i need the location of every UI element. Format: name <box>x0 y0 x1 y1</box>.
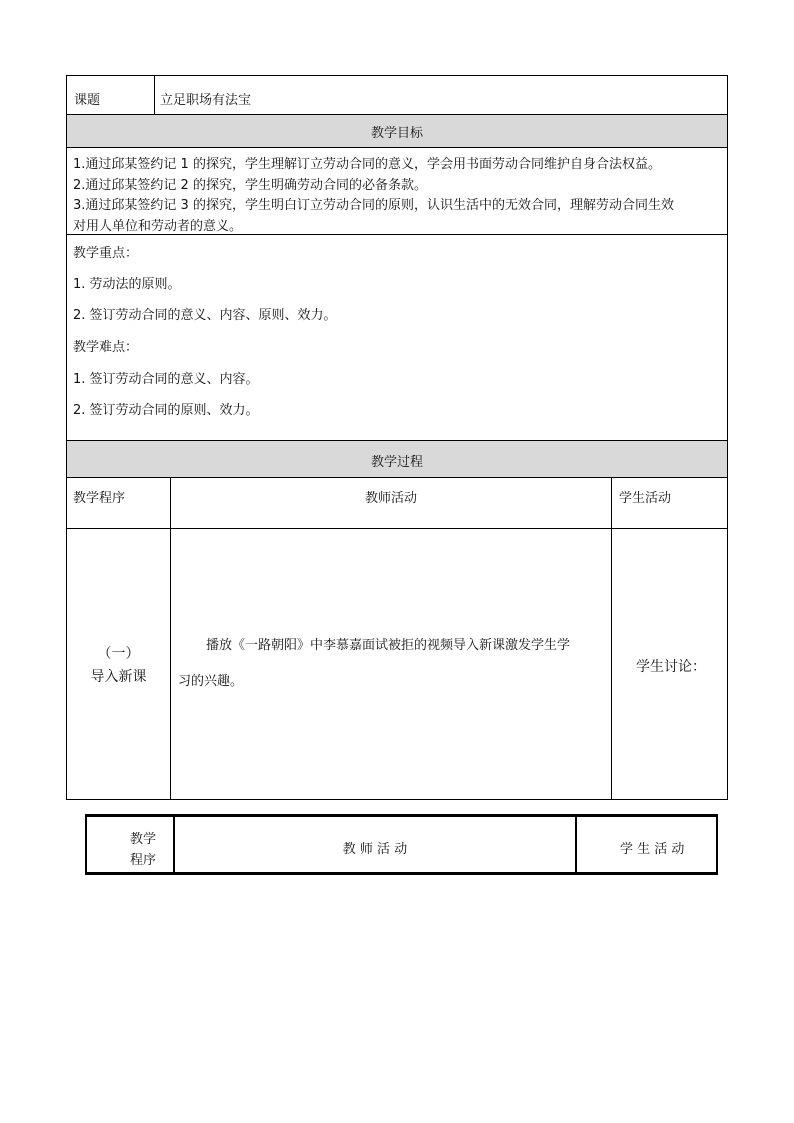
row-divider <box>66 234 728 235</box>
step-number: （一） <box>97 646 140 662</box>
topic-label: 课题 <box>74 93 101 108</box>
topic-title: 立足职场有法宝 <box>160 93 252 108</box>
difficulties-heading: 教学难点： <box>73 340 139 355</box>
row-divider <box>66 477 728 478</box>
student-activity-header: 学 生 活 动 <box>620 842 685 857</box>
key-point-1: 1. 劳动法的原则。 <box>73 277 181 292</box>
objective-line-4: 对用人单位和劳动者的意义。 <box>73 219 243 234</box>
step-name: 导入新课 <box>90 669 147 685</box>
teacher-activity-line-2: 习的兴趣。 <box>178 674 244 689</box>
objective-line-2: 2.通过邱某签约记 2 的探究，学生明确劳动合同的必备条款。 <box>73 178 427 193</box>
teacher-activity-line-1: 播放《一路朝阳》中李慕嘉面试被拒的视频导入新课激发学生学 <box>206 638 571 653</box>
process-heading: 教学过程 <box>370 455 423 470</box>
row-divider <box>66 528 728 529</box>
objectives-heading: 教学目标 <box>370 126 423 141</box>
column-divider <box>611 477 612 800</box>
student-activity: 学生讨论： <box>636 659 706 675</box>
difficulty-1: 1. 签订劳动合同的意义、内容。 <box>73 372 259 387</box>
row-divider <box>154 75 155 114</box>
teacher-activity-header: 教 师 活 动 <box>342 842 408 857</box>
column-divider <box>170 477 171 800</box>
col-student-header: 学生活动 <box>619 491 672 506</box>
key-points-heading: 教学重点： <box>73 246 139 261</box>
program-label-line-2: 程序 <box>130 853 157 868</box>
key-point-2: 2. 签订劳动合同的意义、内容、原则、效力。 <box>73 308 337 323</box>
difficulty-2: 2. 签订劳动合同的原则、效力。 <box>73 403 259 418</box>
objective-line-1: 1.通过邱某签约记 1 的探究，学生理解订立劳动合同的意义，学会用书面劳动合同维护自身合法权益。 <box>73 157 661 172</box>
col-program-header: 教学程序 <box>73 491 126 506</box>
program-label-line-1: 教学 <box>130 832 157 847</box>
col-teacher-header: 教师活动 <box>364 491 417 506</box>
column-divider <box>575 817 577 872</box>
row-divider <box>66 147 728 148</box>
objective-line-3: 3.通过邱某签约记 3 的探究，学生明白订立劳动合同的原则，认识生活中的无效合同，理解劳动合同生效 <box>73 198 674 213</box>
